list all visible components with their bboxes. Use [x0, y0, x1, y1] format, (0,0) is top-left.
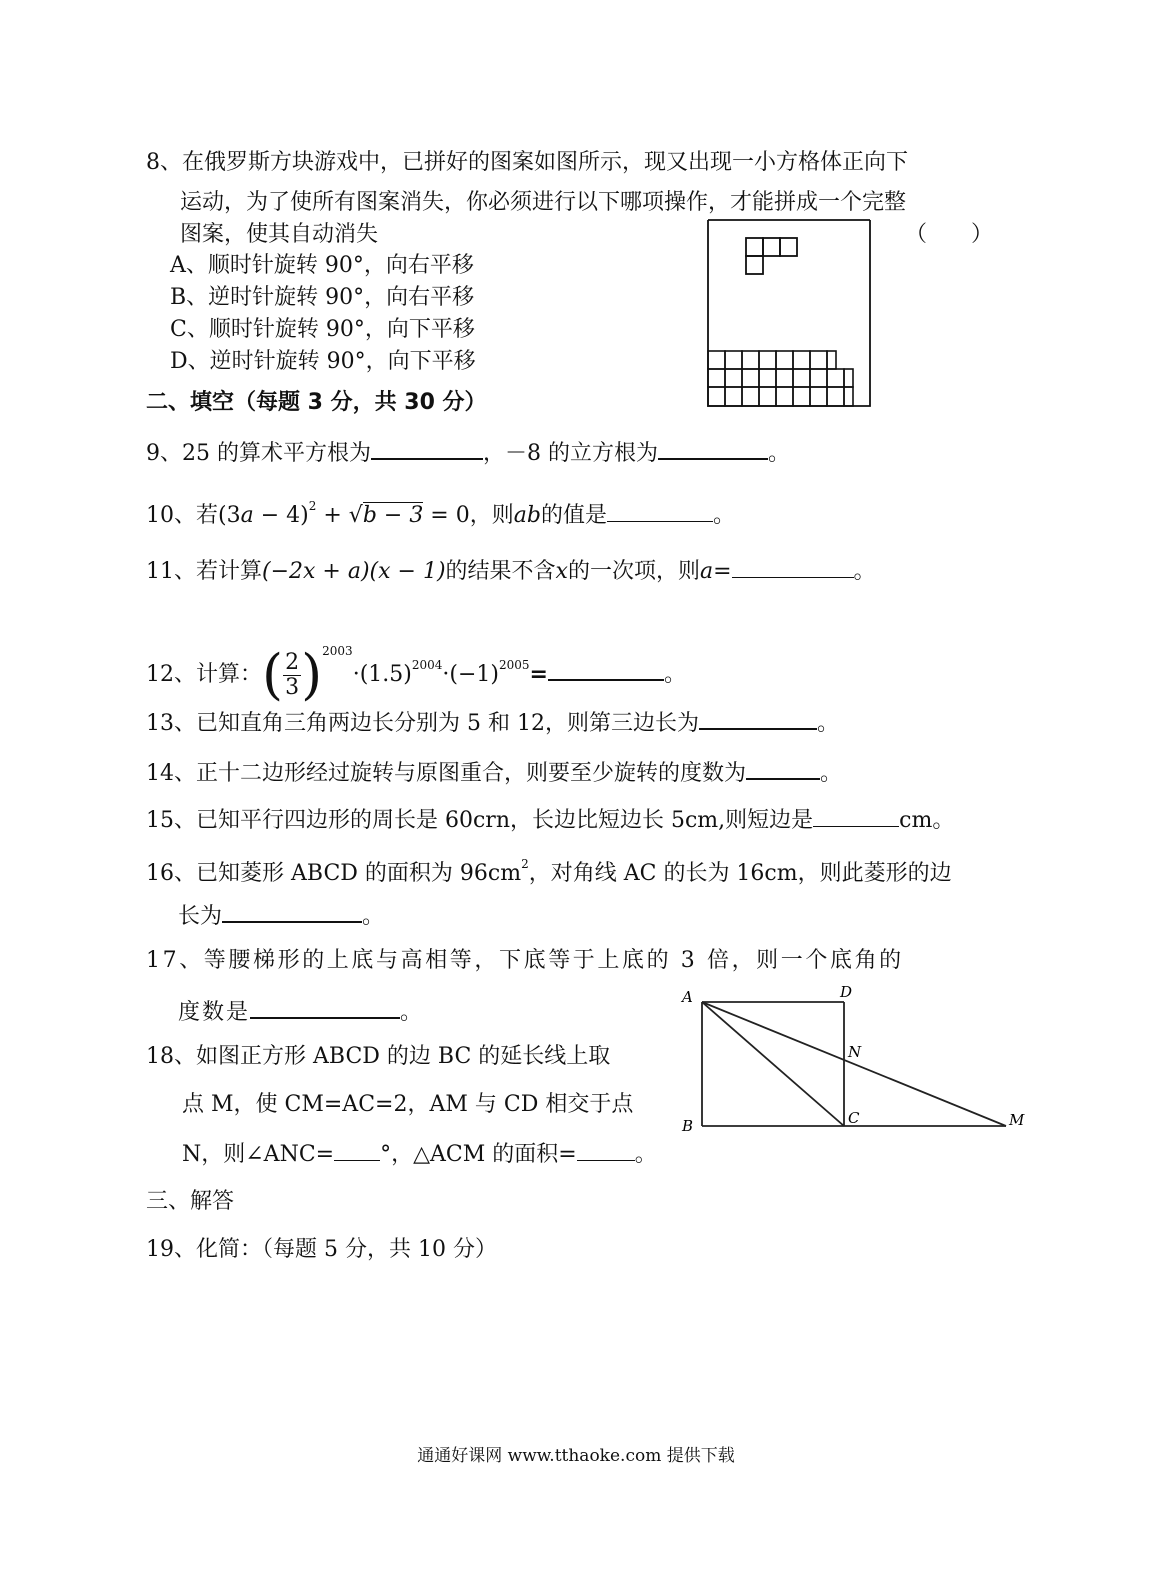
- label-m: M: [1009, 1111, 1025, 1129]
- q18-blank-2[interactable]: [577, 1138, 635, 1161]
- q12-text-a: 12、计算：: [146, 662, 262, 687]
- q12-denominator: 3: [285, 674, 300, 700]
- q18-text-c: N，则∠ANC=: [182, 1142, 335, 1167]
- q13-text-b: 。: [816, 711, 839, 736]
- q16-text-d: 。: [362, 904, 385, 929]
- q14-text-b: 。: [820, 761, 843, 786]
- q12-fraction: [283, 651, 301, 700]
- q17-line1: 17、等腰梯形的上底与高相等，下底等于上底的 3 倍，则一个底角的: [146, 948, 904, 973]
- q15-text-a: 15、已知平行四边形的周长是 60crn，长边比短边长 5cm,则短边是: [146, 808, 814, 833]
- q12-blank[interactable]: [548, 657, 664, 681]
- q10-exp: 2: [308, 499, 317, 513]
- q10-expr-b: − 4): [253, 503, 309, 528]
- q15-blank[interactable]: [813, 804, 899, 827]
- q16-text-c: 长为: [178, 904, 223, 929]
- q10-radicand: b − 3: [362, 503, 424, 528]
- q10-expr-a: (3: [218, 503, 241, 528]
- q12-mid-2: ·(−1): [442, 662, 499, 687]
- q10-plus: +: [316, 503, 349, 528]
- q12-exp-3: 2005: [499, 658, 530, 672]
- q11-text-b: 的结果不含: [445, 559, 556, 584]
- q10-ab: ab: [513, 503, 541, 528]
- q19: 19、化简：（每题 5 分，共 10 分）: [146, 1237, 497, 1262]
- q14: [146, 756, 842, 789]
- q18-line3: [182, 1138, 657, 1170]
- q8-answer-paren: （ ）: [905, 222, 994, 247]
- q17-text-c: 。: [400, 1000, 425, 1025]
- q8-option-a: A、顺时针旋转 90°，向右平移: [170, 253, 474, 278]
- sqrt-symbol-icon: √: [348, 503, 363, 528]
- q15-text-b: cm。: [899, 808, 955, 833]
- q8-line2: 运动，为了使所有图案消失，你必须进行以下哪项操作，才能拼成一个完整: [180, 190, 907, 215]
- q18-line2: 点 M，使 CM=AC=2，AM 与 CD 相交于点: [182, 1092, 634, 1117]
- q11-expr: (−2x + a)(x − 1): [262, 559, 446, 584]
- q12-mid-1: ·(1.5): [352, 662, 412, 687]
- q9-text-b: ，－8 的立方根为: [483, 441, 658, 466]
- left-paren: (: [262, 643, 284, 706]
- label-c: C: [848, 1109, 860, 1127]
- q11: [146, 555, 876, 587]
- q14-text-a: 14、正十二边形经过旋转与原图重合，则要至少旋转的度数为: [146, 761, 746, 786]
- q17-blank[interactable]: [250, 995, 400, 1019]
- q12-numerator: 2: [285, 649, 300, 675]
- q10-text-b: ，则: [469, 503, 514, 528]
- square-figure: [676, 980, 1036, 1140]
- q10-eq: = 0: [423, 503, 470, 528]
- q14-blank[interactable]: [746, 756, 820, 780]
- q8-line1: 8、在俄罗斯方块游戏中，已拼好的图案如图所示，现又出现一小方格体正向下: [146, 150, 908, 175]
- q15: [146, 804, 954, 836]
- q18-text-e: 。: [634, 1142, 657, 1167]
- q13-text-a: 13、已知直角三角两边长分别为 5 和 12，则第三边长为: [146, 711, 699, 736]
- q13-blank[interactable]: [699, 706, 817, 730]
- q9: [146, 436, 790, 469]
- q17-text-b: 度数是: [178, 1000, 251, 1025]
- q16-line2: [178, 899, 384, 932]
- q10-text-a: 10、若: [146, 503, 218, 528]
- q12-exp-1: 2003: [322, 644, 353, 658]
- q11-text-c: 的一次项，则: [567, 559, 700, 584]
- q10-var-a: a: [240, 503, 254, 528]
- q11-text-a: 11、若计算: [146, 559, 262, 584]
- footer: 通通好课网 www.tthaoke.com 提供下载: [417, 1446, 735, 1466]
- section-2-heading: 二、填空（每题 3 分，共 30 分）: [146, 390, 487, 415]
- q18-text-d: °，△ACM 的面积=: [380, 1142, 577, 1167]
- q16-text-a: 16、已知菱形 ABCD 的面积为 96cm: [146, 861, 522, 886]
- q8-option-b: B、逆时针旋转 90°，向右平移: [170, 285, 475, 310]
- q10-text-c: 的值是: [540, 503, 607, 528]
- q8-option-c: C、顺时针旋转 90°，向下平移: [170, 317, 475, 342]
- q12-exp-2: 2004: [411, 658, 443, 672]
- section-3-heading: 三、解答: [146, 1189, 235, 1214]
- label-a: A: [682, 988, 693, 1006]
- q9-blank-1[interactable]: [371, 436, 483, 460]
- q11-a: a: [699, 559, 714, 584]
- q18-blank-1[interactable]: [334, 1138, 380, 1161]
- label-d: D: [840, 983, 853, 1001]
- q16-text-b: ，对角线 AC 的长为 16cm，则此菱形的边: [528, 861, 952, 886]
- q16-sup: 2: [521, 857, 529, 871]
- q10: [146, 491, 735, 531]
- q12: [146, 620, 686, 706]
- q18-line1: 18、如图正方形 ABCD 的边 BC 的延长线上取: [146, 1044, 611, 1069]
- right-paren: ): [301, 643, 323, 706]
- label-n: N: [848, 1043, 862, 1061]
- q17-line2: [178, 995, 424, 1028]
- q12-end: 。: [663, 662, 686, 687]
- q13: [146, 706, 839, 739]
- q9-blank-2[interactable]: [658, 436, 768, 460]
- q8-option-d: D、逆时针旋转 90°，向下平移: [170, 349, 476, 374]
- q9-text-a: 9、25 的算术平方根为: [146, 441, 371, 466]
- tetris-figure: [700, 218, 878, 410]
- q11-blank[interactable]: [732, 555, 854, 578]
- q16-blank[interactable]: [222, 899, 362, 923]
- q11-text-e: 。: [853, 559, 876, 584]
- q8-line3: 图案，使其自动消失: [180, 222, 379, 247]
- q11-eq: =: [713, 559, 732, 584]
- q9-text-c: 。: [768, 441, 791, 466]
- label-b: B: [682, 1117, 694, 1135]
- q12-eq: =: [529, 662, 548, 687]
- q10-blank[interactable]: [607, 499, 713, 522]
- q10-text-d: 。: [712, 503, 735, 528]
- q16-line1: [146, 849, 952, 889]
- q11-x: x: [555, 559, 568, 584]
